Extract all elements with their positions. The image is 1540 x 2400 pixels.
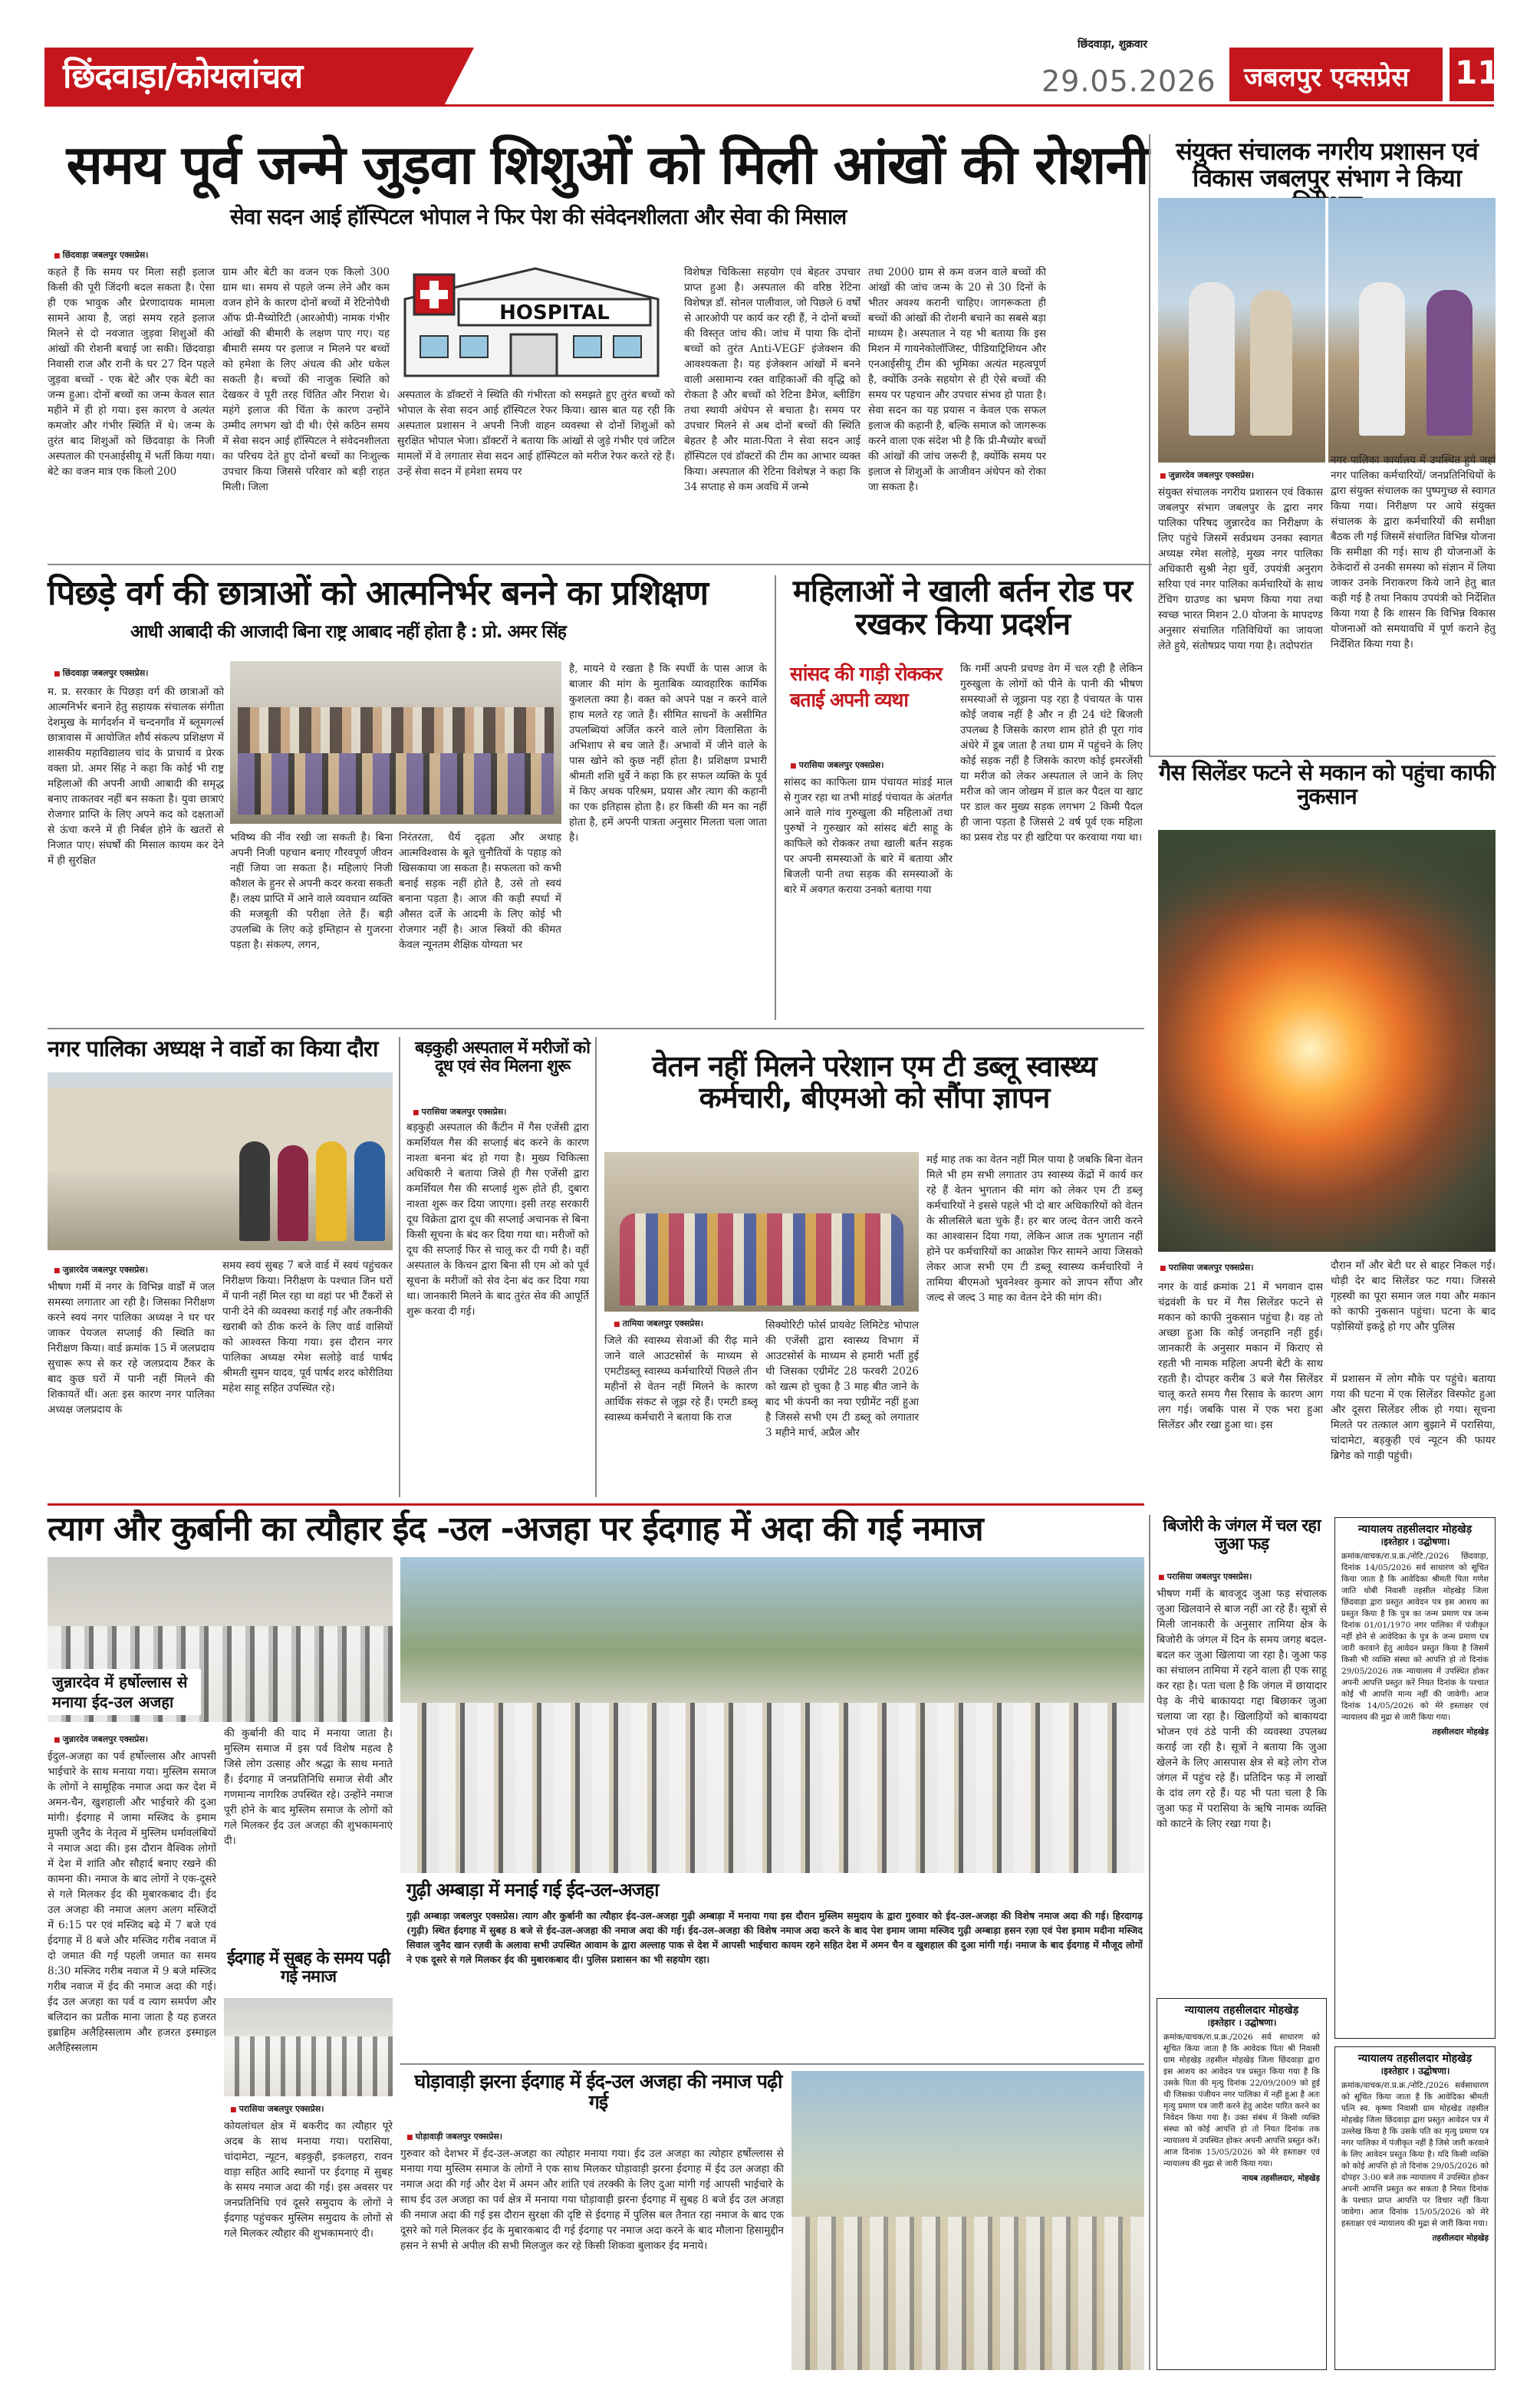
a3-group-photo [230,661,561,824]
a4-headline: महिलाओं ने खाली बर्तन रोड पर रखकर किया प्रदर्शन [792,574,1133,643]
a10-col1: भीषण गर्मी के बावजूद जुआ फड़ संचालक जुआ खिलवाने से बाज नहीं आ रहे हैं। सूत्रों से मिली जानकारी के अनुसार तामिया क्षेत्र के बिजोरी के जंगल में दिन के समय जगह बदल-बदल कर जुआ खिलाया जा रहा है। जुआ फड़ का संचालन तामिया में रहने वाला ही एक साहू कर रहा है। पता चला है कि जंगल में छायादार पेड़ के नीचे बाकायदा गद्दा बिछाकर जुआ चलाया जा रहा है। खिलाड़ियों को बाकायदा भोजन एवं ठंडे पानी की व्यवस्था उपलब्ध कराई जा रही है। सूत्रों ने बताया कि जुआ खेलने के लिए आसपास क्षेत्र से बड़े लोग रोज जंगल में पहुंच रहे हैं। प्रतिदिन फड़ में लाखों के दांव लग रहे हैं। यह भी पता चला है कि जुआ फड़ में परासिया के ऋषि नामक व्यक्ति को काटने के लिए रखा गया है। [1157,1588,1327,1830]
notice-subtitle: ।इश्तेहार । उद्घोषणा। [1380,1536,1450,1547]
a7-headline: बड़कुही अस्पताल में मरीजों को दूध एवं सेव मिलना शुरू [415,1039,590,1076]
notice-body: क्रमांक/वाचक/रा.प्र.क्र./2026 सर्व साधारण को सूचित किया जाता है कि आवेदक पिता श्री निवासी ग्राम मोहखेड़ तहसील मोहखेड़ जिला छिंदवाड़ा द्वारा इस आशय का आवेदन पत्र प्रस्तुत किया गया है कि उसके पिता की मृत्यु दिनांक 22/09/2009 को हुई थी जिसका पंजीयन नगर पालिका में नहीं हुआ है अतः मृत्यु प्रमाण पत्र जारी करने हेतु आदेश पारित करने का निवेदन किया गया है। उक्त संबंध में किसी व्यक्ति संस्था को कोई आपत्ति हो तो नियत दिनांक तक न्यायालय में उपस्थित होकर अपनी आपत्ति प्रस्तुत करें। आज दिनांक 15/05/2026 को मेरे हस्ताक्षर एवं न्यायालय की मुद्रा से जारी किया गया। [1163,2033,1320,2168]
a8-col3: मई माह तक का वेतन नहीं मिल पाया है जबकि बिना वेतन मिले भी हम सभी लगातार उप स्वास्थ्य केंद्रों में कार्य कर रहे हैं वेतन भुगतान की मांग को लेकर एम टी डब्लू कर्मचारियों ने इससे पहले भी दो बार अधिकारियों को वेतन के सीलसिले बता चुके हैं। हर बार जल्द वेतन जारी करने का आश्वासन दिया गया, लेकिन आज तक भुगतान नहीं होने पर कर्मचारियों का आक्रोश फिर सामने आया जिसको लेकर आज सभी एम टी डब्लू स्वास्थ्य कर्मचारियों ने तामिया बीएमओ भुवनेश्वर कुमार को ज्ञापन सौंपा और जल्द से जल्द 3 माह का वेतन देने की मांग की। [926,1154,1143,1304]
a1-col4: विशेषज्ञ चिकित्सा सहयोग एवं बेहतर उपचार प्राप्त हुआ है। अस्पताल की वरिष्ठ रेटिना विशेषज्ञ डॉ. सोनल पालीवाल, जो पिछले 6 वर्षों से आरओपी पर कार्य कर रही हैं, ने दोनों बच्चों की विस्तृत जांच की। जांच में पाया कि दोनों बच्चों को तुरंत Anti-VEGF इंजेक्शन की आवश्यकता है। यह इंजेक्शन आंखों में बनने वाली असामान्य रक्त वाहिकाओं की वृद्धि को रोकता है और बच्चों को रेटिना डैमेज, ब्लीडिंग तथा स्थायी अंधेपन से बचाता है। समय पर उपचार मिलने से अब दोनों बच्चों की स्थिति बेहतर है और माता-पिता ने सेवा सदन आई हॉस्पिटल एवं डॉक्टरों की टीम का आभार व्यक्त किया। अस्पताल की रेटिना विशेषज्ञ ने कहा कि 34 सप्ताह से कम अवधि में जन्मे [684,266,860,493]
a8-col1: जिले की स्वास्थ्य सेवाओं की रीढ़ माने जाने वाले आउटसोर्स के माध्यम से एमटीडब्लू स्वास्थ्य कर्मचारियों पिछले तीन महीनों से वेतन नहीं मिलने के कारण आर्थिक संकट से जूझ रहे हैं। एमटी डब्लू स्वास्थ्य कर्मचारी ने बताया कि राज [604,1335,758,1424]
notice-signature: तहसीलदार मोहखेड़ [1432,2234,1489,2243]
a2-photo-people [1359,282,1405,436]
a9-photo-gudhi [400,1557,1144,1873]
a8-photo [604,1152,919,1312]
a8-photo-group [620,1213,903,1305]
a6-photo [48,1072,393,1250]
a9-dateline: ■ जुन्नारदेव जबलपुर एक्सप्रेस। [54,1733,148,1745]
a6-photo-people [278,1145,308,1241]
a9-photo-caption-title: गुढ़ी अम्बाड़ा में मनाई गई ईद-उल-अजहा [406,1879,659,1901]
issue-date: 29.05.2026 [1041,64,1216,98]
a5-photo-trees [1158,830,1496,922]
a9-photo-crowd [224,2036,393,2096]
a8-headline: वेतन नहीं मिलने परेशान एम टी डब्लू स्वास्थ्य कर्मचारी, बीएमओ को सौंपा ज्ञापन [652,1049,1097,1115]
a3-photo-row [238,753,554,815]
hospital-icon [397,253,675,384]
court-notice-2 [1334,2046,1496,2370]
a4-dateline: ■ परासिया जबलपुर एक्सप्रेस। [790,759,884,771]
divider [48,564,1152,565]
notice-body: क्रमांक/वाचक/रा.प्र.क्र./नोटि./2026 छिंदवाड़ा, दिनांक 14/05/2026 सर्व साधारण को सूचित किया जाता है कि आवेदिका श्रीमती पिता गणेश जाति धोबी निवासी तहसील मोहखेड़ जिला छिंदवाड़ा द्वारा प्रस्तुत आवेदन पत्र इस आशय का प्रस्तुत किया है कि पुत्र का जन्म प्रमाण पत्र जन्म दिनांक 01/01/1970 नगर पालिका में पंजीकृत नहीं होने से आवेदिका के पुत्र के जन्म प्रमाण पत्र जारी करवाने हेतु आवेदन प्रस्तुत किया है जिसमें किसी भी व्यक्ति संस्था को आपत्ति हो तो दिनांक 29/05/2026 तक न्यायालय में उपस्थित होकर अपनी आपत्ति प्रस्तुत करें नियत दिनांक के पश्चात कोई भी आपत्ति मान्य नहीं की जावेगी। आज दिनांक 14/05/2026 को मेरे हस्ताक्षर एवं न्यायालय की मुद्रा से जारी किया गया। [1341,1552,1489,1722]
a5-fire-photo [1158,830,1496,1252]
a7-col1: बड़कुही अस्पताल की कैंटीन में गैस एजेंसी द्वारा कमर्शियल गैस की सप्लाई बंद करने के कारण नाश्ता बनना बंद हो गया है। मुख्य चिकित्सा अधिकारी ने बताया जिसे ही गैस एजेंसी द्वारा कमर्शियल गैस की सप्लाई शुरू होते ही, दुबारा नाश्ता शुरू कर दिया जाएगा। इसी तरह सरकारी दूध विक्रेता द्वारा दूध की सप्लाई अचानक से बिना किसी सूचना के बंद कर दिया गया था। मरीजों को दूध की सप्लाई फिर से चालू कर दी गयी है। वहीं अस्पताल के किचन द्वारा बिना सी एम ओ को पूर्व सूचना के मरीजों को सेव देना बंद कर दिया गया था। जानकारी मिलने के बाद तुरंत सेव की आपूर्ति शुरू करवा दी गई। [406,1121,589,1318]
a1-col5: तथा 2000 ग्राम से कम वजन वाले बच्चों की आंखों की जांच जन्म के 20 से 30 दिनों के भीतर अवश्य करानी चाहिए। जागरूकता ही बच्चों की आंखों की रोशनी बचाने का सबसे बड़ा माध्यम है। अस्पताल ने यह भी बताया कि इस मिशन में गायनेकोलॉजिस्ट, पीडियाट्रिशियन और एनआईसीयू टीम की भूमिका अत्यंत महत्वपूर्ण है, क्योंकि उनके सहयोग से ही ऐसे बच्चों की समय पर पहचान और उपचार संभव हो पाता है। सेवा सदन का यह प्रयास न केवल एक सफल इलाज की कहानी है, बल्कि समाज को जागरूक करने वाला एक संदेश भी है कि प्री-मैच्योर बच्चों की आंखों की जांच जरूरी है, क्योंकि समय पर इलाज से शिशुओं के आजीवन अंधेपन को रोका जा सकता है। [868,266,1046,493]
a3-headline: पिछड़े वर्ग की छात्राओं को आत्मनिर्भर बनने का प्रशिक्षण [48,574,709,613]
a6-photo-people [239,1141,270,1241]
a2-col1: संयुक्त संचालक नगरीय प्रशासन एवं विकास जबलपुर संभाग जबलपुर के द्वारा नगर पालिका परिषद जुन्नारदेव का निरीक्षण के लिए पहुंचे जिसमें सर्वप्रथम उनका स्वागत अध्यक्ष रमेश सलोड़े, मुख्य नगर पालिका अधिकारी सुश्री नेहा धुर्वे, उपयंत्री अनुराग सरिया एवं नगर पालिका कर्मचारियों के साथ टेंचिग ग्राउण्ड का भ्रमण किया गया तथा स्वच्छ भारत मिशन 2.0 योजना के मापदण्ड अनुसार संचालित गतिविधियों का जायजा लेते हुये, संतोषप्रद पाया गया है। तदोपरांत [1158,486,1323,652]
a6-headline: नगर पालिका अध्यक्ष ने वार्डो का किया दौरा [48,1035,378,1062]
a1-subhead: सेवा सदन आई हॉस्पिटल भोपाल ने फिर पेश की संवेदनशीलता और सेवा की मिसाल [230,204,847,229]
a2-col2: नगर पालिका कार्यालय में उपस्थित हुये जहां नगर पालिका कर्मचारियों/ जनप्रतिनिधियों के द्वारा संयुक्त संचालक का पुष्पगुच्छ से स्वागत किया गया। निरीक्षण पर आये संयुक्त संचालक के द्वारा कर्मचारियों की समीक्षा बैठक ली गई जिसमें संचालित विभिन्न योजना कि समीक्षा की गई। साथ ही योजनाओं के ठेकेदारों से उनकी समस्या को संज्ञान में लिया जाकर उनके निराकरण किये जाने हेतु बात कही गई है तथा निकाय उपयंत्री को निर्देशित किया गया है कि शासन कि विभिन्न विकास योजनाओं को समयावधि में पूर्ण कराने हेतु निर्देशित किया गया है। [1331,454,1496,650]
a10-dateline: ■ परासिया जबलपुर एक्सप्रेस। [1158,1571,1252,1582]
page-number: 11 [1455,54,1500,91]
a9-col3: कोयलांचल क्षेत्र में बकरीद का त्यौहार पूरे अदब के साथ मनाया गया। परासिया, चांदामेटा, न्यूटन, बड़कुही, इकलहरा, रावन वाड़ा सहित आदि स्थानों पर ईदगाह में सुबह के समय नमाज अदा की गई। इस अवसर पर जनप्रतिनिधि एवं दूसरे समुदाय के लोगों ने ईदगाह पहुंचकर मुस्लिम समुदाय के लोगों से गले मिलकर त्यौहार की शुभकामनाएं दी। [224,2120,393,2240]
a5-headline: गैस सिलेंडर फटने से मकान को पहुंचा काफी नुकसान [1159,759,1495,810]
a11-dateline: ■ घोड़ावाड़ी जबलपुर एक्सप्रेस। [406,2131,502,2142]
a6-col1: भीषण गर्मी में नगर के विभिन्न वार्डों में जल समस्या लगातार आ रही है। जिसका निरीक्षण करने स्वयं नगर पालिका अध्यक्ष ने घर घर जाकर पेयजल सप्लाई की स्थिति का निरीक्षण किया। वार्ड क्रमांक 15 में जलप्रदाय सुचारू रूप से कर रहे जलप्रदाय टैंकर के बाद कुछ घरों में पानी नहीं मिलने की शिकायतें थीं। अतः इस कारण नगर पालिका अध्यक्ष जलप्रदाय के [48,1281,215,1416]
a9-col2: की कुर्बानी की याद में मनाया जाता है। मुस्लिम समाज में इस पर्व विशेष महत्व है जिसे लोग उत्साह और श्रद्धा के साथ मनाते हैं। ईदगाह में जनप्रतिनिधि समाज सेवी और गणमान्य नागरिक उपस्थित रहे। उन्होंने नमाज पूरी होने के बाद मुस्लिम समाज के लोगों को गले मिलकर ईद उल अजहा की शुभकामनाएं दी। [224,1727,393,1847]
a7-dateline: ■ परासिया जबलपुर एक्सप्रेस। [413,1106,506,1118]
a11-photo-crowd [791,2217,1144,2370]
paper-name: जबलपुर एक्सप्रेस [1244,62,1410,93]
divider [48,1503,1144,1506]
notice-subtitle: ।इश्तेहार । उद्घोषणा। [1206,2017,1277,2028]
divider [399,1037,400,1497]
notice-title: न्यायालय तहसीलदार मोहखेड़ [1184,2004,1299,2016]
divider [775,575,776,1020]
notice-body: क्रमांक/वाचक/रा.प्र.क्र./नोटि./2026 सर्वसाधारण को सूचित किया जाता है कि आवेदिका श्रीमती पत्नि स्व. कृष्णा निवासी ग्राम मोहखेड़ तहसील मोहखेड़ जिला छिंदवाड़ा द्वारा प्रस्तुत आवेदन पत्र में उल्लेख किया है कि उसके पति का मृत्यु प्रमाण पत्र नगर पालिका में पंजीकृत नहीं है जिसे जारी करवाने के लिए आवेदन प्रस्तुत किया है। यदि किसी व्यक्ति को कोई आपत्ति हो तो दिनांक 29/05/2026 को दोपहर 3:00 बजे तक न्यायालय में उपस्थित होकर अपनी आपत्ति प्रस्तुत कर सकता है नियत दिनांक के पश्चात प्राप्त आपत्ति पर विचार नहीं किया जावेगा। आज दिनांक 15/05/2026 को मेरे हस्ताक्षर एवं न्यायालय की मुद्रा से जारी किया गया। [1341,2081,1489,2228]
a10-headline: बिजोरी के जंगल में चल रहा जुआ फड़ [1163,1516,1321,1554]
a9-photo-crowd [400,1703,1144,1873]
a1-col3: अस्पताल के डॉक्टरों ने स्थिति की गंभीरता को समझते हुए तुरंत बच्चों को भोपाल के सेवा सदन आई हॉस्पिटल रेफर किया। खास बात यह रही कि अस्पताल प्रशासन ने अपनी निजी वाहन व्यवस्था से दोनों शिशुओं को सुरक्षित भोपाल भेजा। डॉक्टरों ने बताया कि आंखों से जुड़े गंभीर एवं जटिल मामलों में वे लगातार सेवा सदन आई हॉस्पिटल को मरीज रेफर करते रहे हैं। उन्हें सेवा सदन में हमेशा समय पर [397,389,675,478]
divider [1149,134,1150,756]
divider [595,1037,597,1497]
a9-headline: त्याग और कुर्बानी का त्यौहार ईद -उल -अजहा पर ईदगाह में अदा की गई नमाज [48,1509,983,1549]
hospital-illustration [397,253,675,384]
a3-col4: है, मायने ये रखता है कि स्पर्धी के पास आज के बाजार की मांग के मुताबिक व्यावहारिक कार्मिक कुशलता क्या है। वक्त को अपने पक्ष न करने वाले हाथ मलते रह जाते हैं। सीमित साधनों के असीमित उपलब्धियां अर्जित करने वाले लोग विलासिता के अभिशाप से बच जाते हैं। अभावों में जीने वाले के पास खोने को कुछ नहीं होता है। प्रशिक्षण प्रभारी श्रीमती शशि धुर्वे ने कहा कि हर सफल व्यक्ति के पूर्व में किए अथक परिश्रम, प्रयास और त्याग की कहानी का एक इतिहास होता है। हर किसी की मन का नहीं होता है, हमें अपनी पात्रता अनुसार मिलता चला जाता है। [569,663,767,844]
notice-title: न्यायालय तहसीलदार मोहखेड़ [1357,1523,1473,1536]
a4-kicker: सांसद की गाड़ी रोककर बताई अपनी व्यथा [790,663,943,711]
a9-photo-parasia [224,1998,393,2096]
a6-photo-people [354,1141,385,1241]
divider [1149,756,1496,757]
a2-photo-people [1426,290,1473,436]
masthead-rule [44,104,1494,107]
a2-photo-strip [1158,198,1496,463]
notice-signature: नायब तहसीलदार, मोहखेड़ [1242,2174,1320,2183]
a8-col2: सिक्योरिटी फोर्स प्रायवेट लिमिटेड भोपाल की एजेंसी द्वारा स्वास्थ्य विभाग में आउटसोर्स के माध्यम से हमारी भर्ती हुई थी जिसका एग्रीमेंट 28 फरवरी 2026 को खत्म हो चुका है 3 माह बीत जाने के बाद भी कंपनी का नया एग्रीमेंट नहीं हुआ है जिससे सभी एम टी डब्लू को लगातार 3 महीने मार्च, अप्रैल और [765,1319,919,1439]
masthead [0,0,1540,115]
a3-dateline: ■ छिंदवाड़ा जबलपुर एक्सप्रेस। [54,667,148,679]
a3-col2: भविष्य की नींव रखी जा सकती है। बिना अपनी निजी पहचान बनाए गौरवपूर्ण जीवन नहीं जिया जा सकता है। महिलाएं निजी कौशल के हुनर से अपनी कदर करवा सकती हैं। लक्ष्य प्राप्ति में आने वाले व्यवधान व्यक्ति की मजबूती की परीक्षा लेते हैं। बड़ी उपलब्धि के लिए कड़े इम्तिहान से गुजरना पड़ता है। संकल्प, लगन, [230,831,393,951]
a6-col2: समय स्वयं सुबह 7 बजे वार्ड में स्वयं पहुंचकर निरीक्षण किया। निरीक्षण के पश्चात जिन घरों में पानी नहीं मिल रहा था वहां पर भी टैंकरों से पानी देने की व्यवस्था कराई गई और तकनीकी खराबी को ठीक करने के लिए वार्ड वासियों को आश्वस्त किया गया। इस दौरान नगर पालिका अध्यक्ष रमेश सलोड़े वार्ड पार्षद श्रीमती सुमन यादव, पूर्व पार्षद शरद कोरीतिया महेश साहू सहित उपस्थित रहे। [222,1259,393,1394]
a2-dateline: ■ जुन्नारदेव जबलपुर एक्सप्रेस। [1160,469,1254,481]
a9-sub2-title: ईदगाह में सुबह के समय पढ़ी गई नमाज [226,1949,390,1987]
a3-photo-row [238,707,554,753]
a6-photo-people [316,1141,347,1241]
court-notice-1 [1334,1517,1496,2039]
a9-sub1-title: जुन्नारदेव में हर्षोल्लास से मनाया ईद-उल अजहा [48,1669,201,1715]
a3-col3: निरंतरता, धैर्य दृढ़ता और अथाह आत्मविश्वास के बूते चुनौतियों के पहाड़ को खिसकाया जा सकता है। सफलता को कभी बनाई सड़क नहीं होते है, उसे तो स्वयं बनाना पड़ता है। आज की कड़ी स्पर्धा में औसत दर्जे के आदमी के लिए कोई भी रोजगार नहीं है। आज स्त्रियों की कीमत केवल न्यूनतम शैक्षिक योग्यता भर [399,831,561,951]
a6-dateline: ■ जुन्नारदेव जबलपुर एक्सप्रेस। [54,1264,148,1276]
a4-col1: सांसद का काफिला ग्राम पंचायत मांडई माल से गुजर रहा था तभी मांडई पंचायत के अंतर्गत आने वाले गांव गुरुखुला की महिलाओं तथा पुरुषों ने गुरुखार को सांसद बंटी साहू के काफिले को रोककर तथा खाली बर्तन सड़क पर अपनी समस्याओं के बारे में बताया और बिजली पानी तथा सड़क की समस्याओं के बारे में अवगत कराया उनको बताया गया [784,776,953,896]
a2-headline: संयुक्त संचालक नगरीय प्रशासन एवं विकास जबलपुर संभाग ने किया [1176,137,1478,193]
section-title: छिंदवाड़ा/कोयलांचल [63,57,303,96]
a2-photo-divider [1325,198,1328,463]
a5-col1: नगर के वार्ड क्रमांक 21 में भगवान दास चंद्रवंशी के घर में गैस सिलेंडर फटने से मकान को काफी नुकसान पहुंचा है। वह तो अच्छा हुआ कि कोई जनहानि नहीं हुई। जानकारी के अनुसार मकान में किराए से रहती भी नामक महिला अपनी बेटी के साथ रहती है। दोपहर करीब 3 बजे गैस सिलेंडर चालू करते समय गैस रिसाव के कारण आग लग गई। जबकि पास में एक भरा हुआ सिलेंडर और रखा हुआ था। इस [1158,1281,1323,1431]
a11-headline: घोड़ावाड़ी झरना ईदगाह में ईद-उल अजहा की नमाज पढ़ी गई [414,2070,782,2113]
notice-signature: तहसीलदार मोहखेड़ [1432,1727,1489,1737]
a1-col2: ग्राम और बेटी का वजन एक किलो 300 ग्राम था। समय से पहले जन्म लेने और कम वजन होने के कारण दोनों बच्चों में रेटिनोपैथी ऑफ प्री-मैच्योरिटी (आरओपी) नामक गंभीर आंखों की बीमारी के लक्षण पाए गए। यह बीमारी समय पर इलाज न मिलने पर बच्चों को हमेशा के लिए अंधत्व की ओर धकेल सकती है। बच्चों की नाजुक स्थिति को देखकर वे पूरी तरह चिंतित और निराश थे। महंगे इलाज की चिंता के कारण उन्होंने उम्मीद लगभग खो दी थी। ऐसे कठिन समय में सेवा सदन आई हॉस्पिटल ने संवेदनशीलता का परिचय देते हुए दोनों बच्चों का निःशुल्क उपचार किया जिससे परिवार को बड़ी राहत मिली। जिला [222,266,390,493]
a3-col1: म. प्र. सरकार के पिछड़ा वर्ग की छात्राओं को आत्मनिर्भर बनाने हेतु सहायक संचालक संगीता देशमुख के मार्गदर्शन में चन्दनगाँव में ब्लूमगर्ल्स छात्रावास में आयोजित शौर्य संकल्प प्रशिक्षण में शासकीय महाविद्यालय चांद के प्राचार्य व प्रेरक वक्ता प्रो. अमर सिंह ने कहा कि कोई भी राष्ट्र महिलाओं की अपनी आधी आबादी की समृद्ध बनाए ताकतवर नहीं बन सकता है। युवा छात्राएं रोजगार प्राप्ति के लिए अपने कद को दक्षताओं से ऊंचा करने में ही निर्बल होने के खतरों से निजात पाए। संघर्षों की मिसाल कायम कर देने में ही सुरक्षित [48,686,224,867]
a5-dateline: ■ परासिया जबलपुर एक्सप्रेस। [1160,1262,1253,1273]
hospital-sign-text: HOSPITAL [499,301,610,324]
a2-photo-people [1250,290,1292,436]
notice-subtitle: ।इश्तेहार । उद्घोषणा। [1380,2066,1450,2076]
divider [1149,1515,1150,2370]
divider [48,1028,1144,1029]
a2-photo-people [1189,282,1235,436]
a4-col2: कि गर्मी अपनी प्रचण्ड वेग में चल रही है लेकिन गुरुखुला के लोगों को पीने के पानी की भीषण समस्याओं से जूझना पड़ रहा है पंचायत के पास कोई जवाब नहीं है और न ही 24 घंटे बिजली उपलब्ध है जिसके कारण शाम होते ही पूरा गांव अंधेरे में डूब जाता है तथा ग्राम में पहुंचने के लिए कोई सड़क नहीं है जिसके कारण कोई इमरजेंसी या मरीज को लेकर अस्पताल ले जाने के लिए मरीज को जान जोखम में डाल कर पैदल या खाट पर डाल कर मुख्य सड़क लगभग 2 किमी पैदल ही जाना पड़ता है जिससे 2 वर्ष पूर्व एक महिला का प्रसव रोड पर ही खटिया पर करवाया गया था। [960,663,1143,844]
a8-dateline: ■ तामिया जबलपुर एक्सप्रेस। [614,1318,703,1329]
notice-title: न्यायालय तहसीलदार मोहखेड़ [1357,2053,1473,2065]
court-notice-3 [1157,1998,1327,2370]
a5-col2: में प्रशासन में लोग मौके पर पहुंचे। बताया गया की घटना में एक सिलेंडर विस्फोट हुआ और दूसरा सिलेंडर लीक हो गया। सूचना मिलते पर तत्काल आग बुझाने में परासिया, चांदामेटा, बड़कुही एवं न्यूटन की फायर ब्रिगेड को गाड़ी पहुंची। [1331,1373,1496,1462]
a9-photo-caption: गुढ़ी अम्बाड़ा जबलपुर एक्सप्रेस। त्याग और कुर्बानी का त्यौहार ईद-उल-अजहा गुढ़ी अम्बाड़ा में मनाया गया इस दौरान मुस्लिम समुदाय के द्वारा गुरुवार को ईद-उल-अजहा की विशेष नमाज अदा की गई। हिरदागढ़ (गुढ़ी) स्थित ईदगाह में सुबह 8 बजे से ईद-उल-अजहा की नमाज अदा की गई। ईद-उल-अजहा की विशेष नमाज अदा करने के बाद पेश इमाम जामा मस्जिद गुढ़ी अम्बाड़ा हसन रज़ा एवं पेश इमाम मदीना मस्जिद सिवाल जुनैद खान रज़वी के अलावा सभी उपस्थित आवाम के द्वारा अल्लाह पाक से देश में आपसी भाईचारा कायम रहने सहित देश में अमन चैन व खुशहाल की दुआ मांगी गई। नमाज के बाद ईदगाह में मौजूद लोगों ने एक दूसरे से गले मिलकर ईद की मुबारकबाद दी। पुलिस प्रशासन का भी सहयोग रहा। [406,1910,1143,1965]
a11-col1: गुरुवार को देशभर में ईद-उल-अजहा का त्योहार मनाया गया। ईद उल अजहा का त्योहार हर्षोल्लास से मनाया गया मुस्लिम समाज के लोगों ने एक साथ मिलकर घोड़ावाड़ी झरना ईदगाह में ईद उल अजहा की नमाज अदा की गई और देश में अमन और शांति एवं तरक्की के लिए दुआ मांगी गई आपसी भाईचारे के साथ ईद उल अजहा का पर्व क्षेत्र में मनाया गया घोड़ावाड़ी झरना ईदगाह में सुबह 8 बजे ईद उल अजहा की नमाज अदा की गई इस दौरान सुरक्षा की दृष्टि से ईदगाह में पुलिस बल तैनात रहा नमाज के बाद एक दूसरे को गले मिलकर ईद के मुबारकबाद दी गई ईदगाह पर नमाज अदा करने के बाद मौलाना हिसामुद्दीन हसन ने सभी से अपील की सभी मिलजुल कर रहे किसी शिकवा बुलाकर ईद मनाये। [400,2148,784,2252]
a3-subhead: आधी आबादी की आजादी बिना राष्ट्र आबाद नहीं होता है : प्रो. अमर सिंह [130,622,567,642]
a11-photo [791,2071,1144,2370]
city-day: छिंदवाड़ा, शुक्रवार [1078,38,1148,51]
a1-col1: कहते हैं कि समय पर मिला सही इलाज किसी की पूरी जिंदगी बदल सकता है। ऐसा ही एक भावुक और प्रेरणादायक मामला सामने आया है, जहां समय रहते इलाज मिलने से दो नवजात जुड़वा शिशुओं की आंखों की रोशनी बचाई जा सकी। छिंदवाड़ा निवासी राज और रानी के घर 27 दिन पहले जुड़वा बच्चों - एक बेटे और एक बेटी का जन्म हुआ। दोनों बच्चों का जन्म केवल सात महीने में ही हो गया। इस कारण वे अत्यंत कमजोर और गंभीर स्थिति में थे। जन्म के तुरंत बाद शिशुओं को छिंदवाड़ा के निजी अस्पताल की एनआईसीयू में भर्ती किया गया। बेटे का वजन मात्र एक किलो 200 [48,266,215,478]
a9-col1: ईदुल-अजहा का पर्व हर्षोल्लास और आपसी भाईचारे के साथ मनाया गया। मुस्लिम समाज के लोगों ने सामूहिक नमाज अदा कर देश में अमन-चैन, खुशहाली और भाईचारे की दुआ मांगी। ईदगाह में जामा मस्जिद के इमाम मुफ्ती जुनैद के नेतृत्व में मुस्लिम धर्मावलंबियों ने नमाज अदा की। इस दौरान वैश्विक लोगों में देश में शांति और सौहार्द बनाए रखने की कामना की। नमाज के बाद लोगों ने एक-दूसरे से गले मिलकर ईद की मुबारकबाद दी। ईद उल अजहा की नमाज अलग अलग मस्जिदों में 6:15 पर एवं मस्जिद बढ़े में 7 बजे एवं ईदगाह में 8 बजे और मस्जिद गरीब नवाज में दो जमात की गई पहली जमात का समय 8:30 मस्जिद गरीब नवाज में 9 बजे मस्जिद गरीब नवाज में ईद की नमाज अदा की गई। ईद उल अजहा का पर्व व त्याग समर्पण और बलिदान का प्रतीक माना जाता है यह हजरत इब्राहिम अलैहिस्सलाम और हजरत इस्माइल अलैहिस्सलाम [48,1750,216,2054]
a1-headline: समय पूर्व जन्मे जुड़वा शिशुओं को मिली आंखों की रोशनी [66,133,1149,196]
a9-dateline2: ■ परासिया जबलपुर एक्सप्रेस। [230,2103,324,2115]
a5-lead: दौरान माँ और बेटी घर से बाहर निकल गई। थोड़ी देर बाद सिलेंडर फट गया। जिससे गृहस्थी का पूरा समान जल गया और मकान को काफी नुकसान पहुंचा। घटना के बाद पड़ोसियों इकट्ठे हो गए और पुलिस [1331,1259,1496,1333]
a1-dateline: ■ छिंदवाड़ा जबलपुर एक्सप्रेस। [54,249,148,261]
divider [400,2063,1144,2065]
